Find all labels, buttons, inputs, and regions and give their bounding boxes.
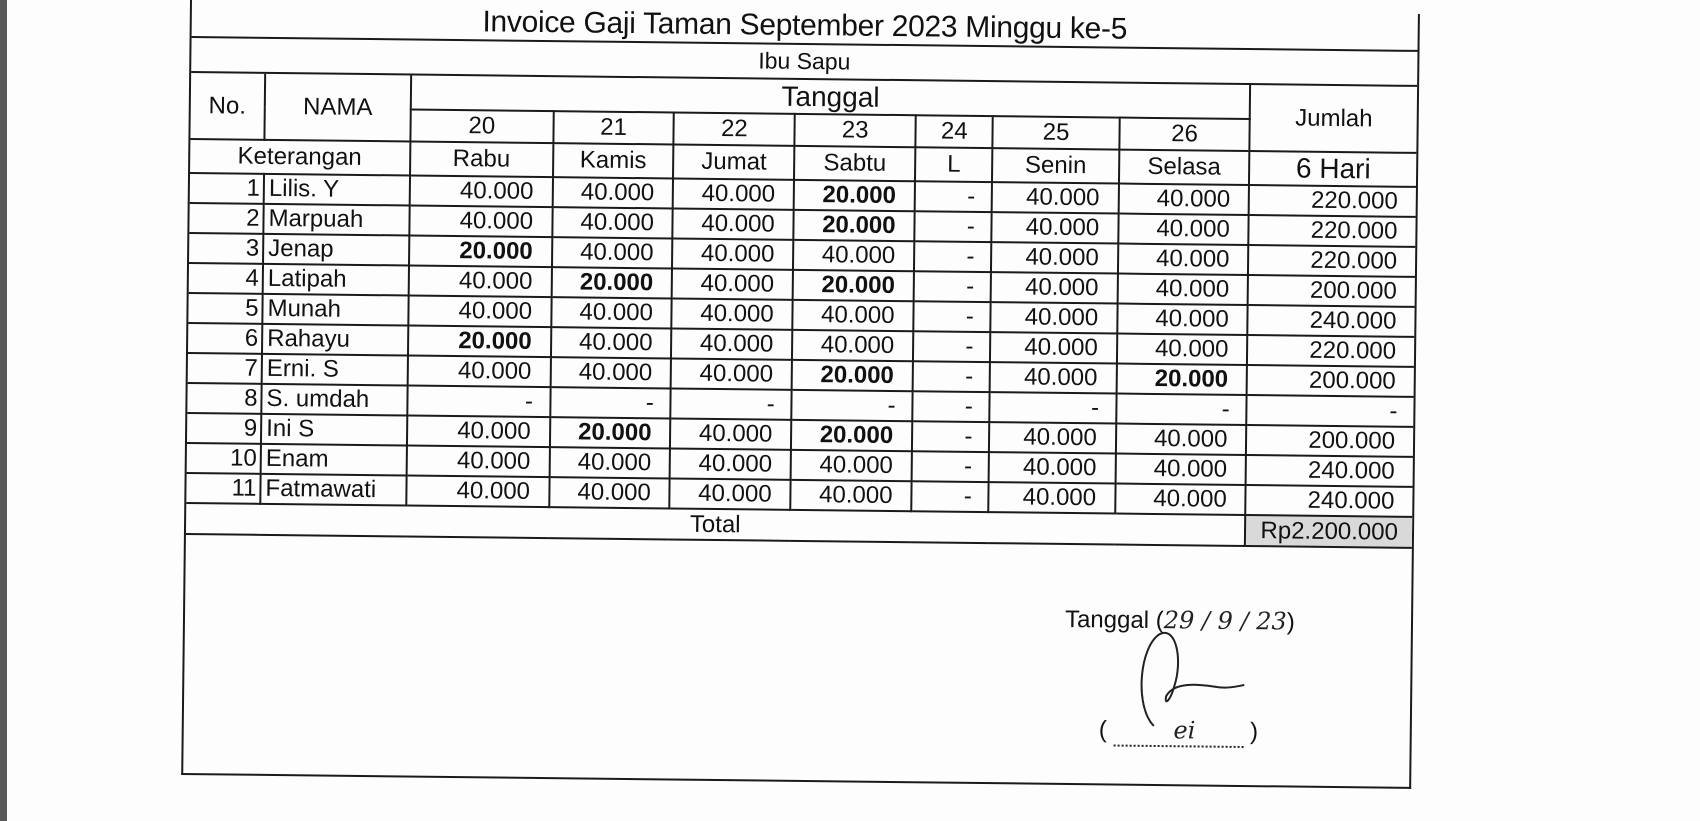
day-value: - — [913, 331, 991, 362]
day-value: 20.000 — [551, 267, 672, 298]
day-value: 40.000 — [1117, 304, 1248, 335]
footer — [184, 535, 1412, 746]
day-value: 40.000 — [406, 475, 549, 507]
day-value: - — [407, 385, 550, 417]
day-value: 40.000 — [1117, 334, 1248, 365]
day-header: Sabtu — [794, 146, 915, 181]
day-value: 40.000 — [1115, 484, 1246, 515]
day-value: 40.000 — [673, 178, 794, 209]
total-days-header: 6 Hari — [1249, 151, 1416, 187]
nama-header: NAMA — [264, 74, 411, 142]
day-header: Kamis — [553, 143, 674, 178]
row-number: 2 — [189, 203, 263, 234]
day-value: - — [990, 392, 1117, 423]
signature-open: ( — [1098, 716, 1107, 744]
day-value: 40.000 — [672, 298, 793, 329]
row-name: Ini S — [261, 414, 407, 446]
day-value: 20.000 — [793, 270, 914, 301]
row-number: 10 — [187, 443, 261, 474]
day-value: 40.000 — [672, 268, 793, 299]
row-total: - — [1247, 395, 1414, 427]
row-name: Erni. S — [262, 354, 408, 386]
row-name: Lilis. Y — [264, 174, 410, 206]
day-value: 40.000 — [791, 450, 912, 481]
day-value: 40.000 — [671, 358, 792, 389]
row-name: S. umdah — [261, 384, 407, 416]
no-header: No. — [190, 73, 265, 140]
invoice-sheet — [181, 0, 1420, 789]
row-total: 200.000 — [1248, 275, 1415, 307]
scan-edge — [0, 0, 7, 821]
day-value: 40.000 — [552, 207, 673, 238]
day-value: 40.000 — [549, 477, 670, 508]
day-value: 20.000 — [1116, 364, 1247, 395]
day-value: - — [911, 481, 989, 512]
day-value: - — [914, 271, 992, 302]
day-value: 40.000 — [989, 422, 1116, 453]
day-value: - — [913, 301, 991, 332]
day-value: 40.000 — [408, 295, 551, 327]
row-name: Fatmawati — [260, 474, 406, 506]
signature-dots — [1113, 716, 1243, 748]
day-value: 20.000 — [794, 210, 915, 241]
day-value: 40.000 — [671, 328, 792, 359]
day-value: 40.000 — [552, 177, 673, 208]
day-value: 40.000 — [407, 445, 550, 477]
day-value: - — [914, 211, 992, 242]
row-number: 8 — [187, 383, 261, 414]
day-header: Selasa — [1119, 150, 1250, 185]
day-value: 40.000 — [1116, 424, 1247, 455]
date-header: 23 — [795, 114, 916, 147]
day-header: Senin — [992, 148, 1119, 183]
total-amount: Rp2.200.000 — [1245, 515, 1412, 548]
day-value: 40.000 — [793, 240, 914, 271]
day-value: 40.000 — [409, 266, 552, 298]
day-value: 40.000 — [551, 327, 672, 358]
day-value: - — [792, 390, 913, 421]
row-name: Latipah — [263, 264, 409, 296]
row-total: 220.000 — [1249, 185, 1416, 217]
day-header: Jumat — [673, 144, 794, 179]
day-value: 40.000 — [407, 415, 550, 447]
row-name: Marpuah — [263, 204, 409, 236]
day-value: - — [550, 387, 671, 418]
day-value: 20.000 — [549, 417, 670, 448]
day-value: 40.000 — [991, 302, 1118, 333]
day-value: 40.000 — [992, 212, 1119, 243]
day-value: - — [915, 181, 993, 212]
day-value: 40.000 — [1118, 244, 1249, 275]
row-name: Munah — [262, 294, 408, 326]
invoice-subtitle: Ibu Sapu — [191, 38, 1417, 87]
day-value: 20.000 — [794, 180, 915, 211]
row-total: 220.000 — [1248, 245, 1415, 277]
day-value: 40.000 — [552, 237, 673, 268]
row-name: Enam — [261, 444, 407, 476]
date-label: Tanggal ( — [1064, 605, 1164, 635]
date-header: 22 — [674, 112, 795, 145]
date-close: ) — [1286, 608, 1295, 636]
day-value: 40.000 — [550, 357, 671, 388]
row-number: 9 — [187, 413, 261, 444]
day-value: 40.000 — [792, 330, 913, 361]
day-value: 40.000 — [673, 208, 794, 239]
row-number: 7 — [188, 353, 262, 384]
day-value: 40.000 — [991, 242, 1118, 273]
date-header: 21 — [553, 111, 674, 144]
day-value: - — [912, 391, 990, 422]
day-value: - — [914, 241, 992, 272]
row-total: 220.000 — [1249, 215, 1416, 247]
day-value: 40.000 — [992, 182, 1119, 213]
day-value: 40.000 — [672, 238, 793, 269]
day-value: 20.000 — [791, 420, 912, 451]
date-header: 26 — [1119, 118, 1250, 151]
day-value: 40.000 — [551, 297, 672, 328]
day-value: 40.000 — [549, 447, 670, 478]
day-value: 40.000 — [670, 448, 791, 479]
row-number: 1 — [190, 173, 264, 204]
handwritten-date: 29 / 9 / 23 — [1163, 606, 1287, 636]
day-value: 40.000 — [989, 482, 1116, 513]
date-header: 24 — [915, 115, 993, 148]
row-total: 240.000 — [1246, 485, 1413, 517]
day-value: 40.000 — [670, 478, 791, 509]
day-value: 40.000 — [793, 300, 914, 331]
day-value: 40.000 — [670, 418, 791, 449]
row-number: 4 — [189, 263, 263, 294]
day-value: - — [671, 388, 792, 419]
date-header: 25 — [993, 116, 1120, 149]
day-header: Rabu — [410, 142, 553, 178]
day-value: 40.000 — [1117, 274, 1248, 305]
day-value: 40.000 — [790, 480, 911, 511]
invoice-title: Invoice Gaji Taman September 2023 Minggu ke-5 — [192, 0, 1418, 52]
row-number: 6 — [188, 323, 262, 354]
day-value: 20.000 — [409, 236, 552, 268]
tanggal-header: Tanggal — [411, 76, 1251, 120]
date-header: 20 — [410, 110, 553, 144]
signature-line — [1099, 715, 1259, 748]
row-name: Rahayu — [262, 324, 408, 356]
day-value: 20.000 — [408, 325, 551, 357]
day-header: L — [915, 147, 993, 182]
day-value: 40.000 — [990, 362, 1117, 393]
row-total: 200.000 — [1246, 425, 1413, 457]
day-value: - — [912, 421, 990, 452]
day-value: 40.000 — [990, 332, 1117, 363]
wage-table — [186, 73, 1417, 549]
row-number: 5 — [188, 293, 262, 324]
day-value: 40.000 — [991, 272, 1118, 303]
day-value: - — [912, 451, 990, 482]
day-value: - — [913, 361, 991, 392]
day-value: 40.000 — [989, 452, 1116, 483]
row-total: 200.000 — [1247, 365, 1414, 397]
day-value: 40.000 — [1115, 454, 1246, 485]
keterangan-header: Keterangan — [190, 139, 410, 175]
day-value: 40.000 — [1118, 214, 1249, 245]
day-value: 20.000 — [792, 360, 913, 391]
jumlah-header: Jumlah — [1250, 85, 1417, 153]
row-total: 240.000 — [1246, 455, 1413, 487]
row-number: 11 — [186, 473, 260, 504]
day-value: 40.000 — [1118, 184, 1249, 215]
day-value: 40.000 — [409, 206, 552, 238]
day-value: - — [1116, 394, 1247, 425]
signature-name: ei — [1173, 716, 1196, 745]
signature-close: ) — [1249, 718, 1259, 746]
row-number: 3 — [189, 233, 263, 264]
row-total: 220.000 — [1247, 335, 1414, 367]
row-total: 240.000 — [1248, 305, 1415, 337]
total-label: Total — [186, 503, 1246, 546]
row-name: Jenap — [263, 234, 409, 266]
day-value: 40.000 — [410, 176, 553, 208]
day-value: 40.000 — [408, 355, 551, 387]
